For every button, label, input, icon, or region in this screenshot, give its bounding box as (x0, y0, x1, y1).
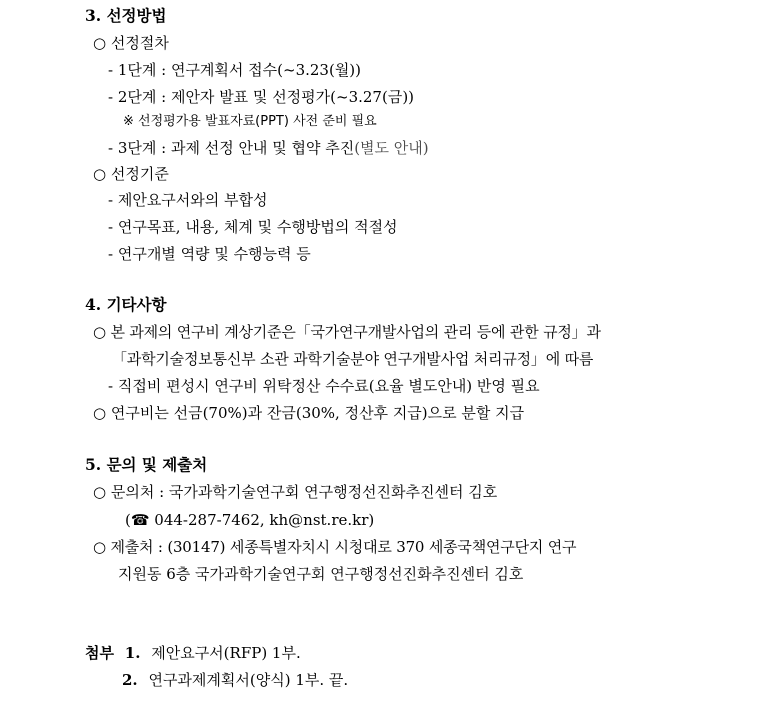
criteria-3: - 연구개별 역량 및 수행능력 등 (108, 245, 311, 263)
step-2: - 2단계 : 제안자 발표 및 선정평가(~3.27(금)) (108, 88, 415, 106)
payment-split: ○ 연구비는 선금(70%)과 잔금(30%, 정산후 지급)으로 분할 지급 (93, 404, 525, 422)
budget-rule-sub: - 직접비 편성시 연구비 위탁정산 수수료(요율 별도안내) 반영 필요 (108, 377, 540, 395)
step-3-paren: (별도 안내) (354, 139, 429, 157)
attachment-2 (122, 670, 348, 690)
contact-detail: (☎ 044-287-7462, kh@nst.re.kr) (125, 511, 375, 529)
submit-line-1: ○ 제출처 : (30147) 세종특별자치시 시청대로 370 세종국책연구단지 연구 (93, 538, 577, 556)
section-5-heading: 5. 문의 및 제출처 (85, 455, 208, 474)
budget-rule-line-2: 「과학기술정보통신부 소관 과학기술분야 연구개발사업 처리규정」에 따름 (112, 350, 594, 368)
contact-line: ○ 문의처 : 국가과학기술연구회 연구행정선진화추진센터 김호 (93, 483, 498, 501)
criteria-1: - 제안요구서와의 부합성 (108, 191, 268, 209)
attachment-1-text: 제안요구서(RFP) 1부. (151, 644, 301, 662)
selection-criteria-title: ○ 선정기준 (93, 165, 169, 183)
selection-procedure-title: ○ 선정절차 (93, 34, 169, 52)
step-1: - 1단계 : 연구계획서 접수(~3.23(월)) (108, 61, 362, 79)
step-3-text: - 3단계 : 과제 선정 안내 및 협약 추진 (108, 139, 355, 157)
step-2-note: ※ 선정평가용 발표자료(PPT) 사전 준비 필요 (123, 114, 377, 129)
section-3-heading: 3. 선정방법 (85, 6, 167, 25)
step-3 (108, 138, 429, 158)
attachment-2-number: 2. (122, 671, 138, 689)
criteria-2: - 연구목표, 내용, 체계 및 수행방법의 적절성 (108, 218, 398, 236)
section-4-heading: 4. 기타사항 (85, 295, 167, 314)
attachment-label: 첨부 (85, 644, 114, 662)
attachment-1 (85, 643, 301, 663)
attachment-2-text: 연구과제계획서(양식) 1부. 끝. (148, 671, 349, 689)
submit-line-2: 지원동 6층 국가과학기술연구회 연구행정선진화추진센터 김호 (118, 565, 524, 583)
budget-rule-line-1: ○ 본 과제의 연구비 계상기준은「국가연구개발사업의 관리 등에 관한 규정」과 (93, 323, 601, 341)
attachment-1-number: 1. (124, 644, 141, 662)
